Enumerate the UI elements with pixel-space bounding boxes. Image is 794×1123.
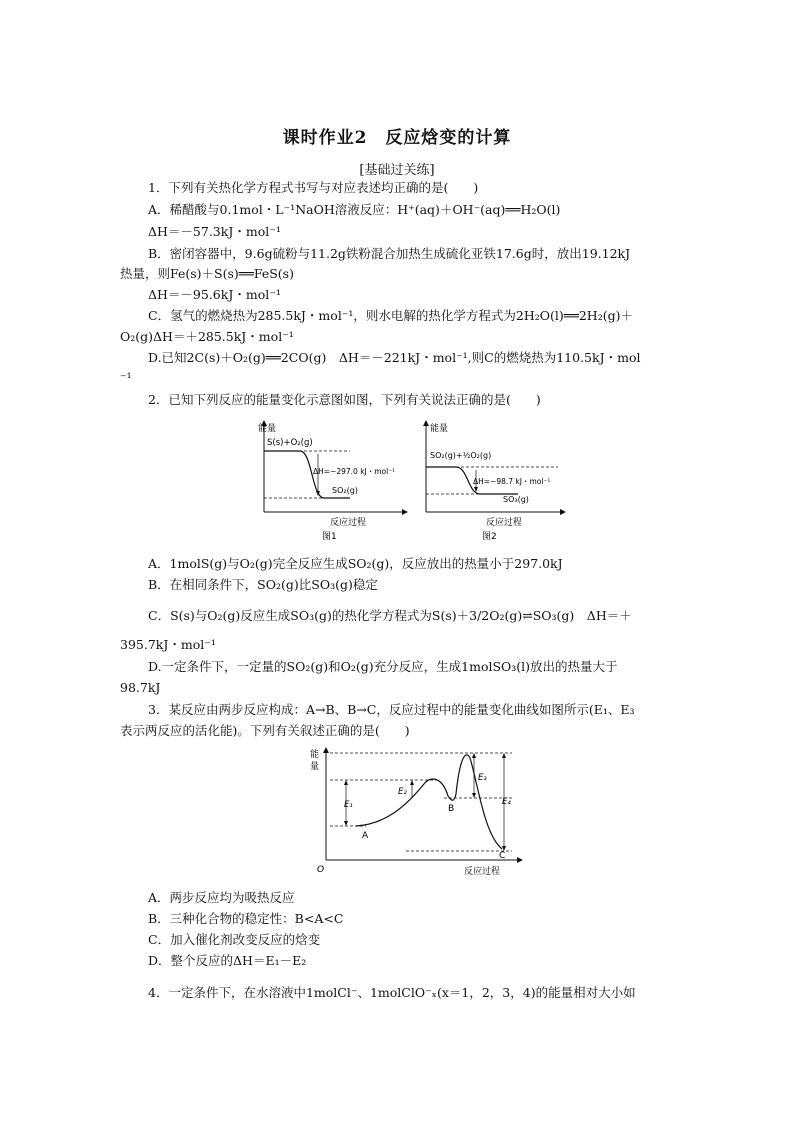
energy-diagram-fig1 bbox=[250, 418, 410, 543]
q3-ylabel-2: 量 bbox=[310, 762, 320, 772]
q1-option-c-cont: O₂(g)ΔH＝＋285.5kJ・mol⁻¹ bbox=[120, 329, 294, 344]
q3-point-b: B bbox=[448, 804, 455, 814]
q3-option-b: B．三种化合物的稳定性：B<A<C bbox=[148, 911, 344, 926]
q1-option-d-cont: ⁻¹ bbox=[120, 370, 132, 385]
q3-option-d: D．整个反应的ΔH＝E₁－E₂ bbox=[148, 953, 307, 968]
q3-e1: E₁ bbox=[344, 800, 353, 810]
q3-origin: O bbox=[317, 865, 325, 875]
q1-stem: 1．下列有关热化学方程式书写与对应表述均正确的是( ) bbox=[148, 180, 479, 195]
q2-option-a: A．1molS(g)与O₂(g)完全反应生成SO₂(g)，反应放出的热量小于297.0kJ bbox=[148, 556, 563, 571]
q1-option-b: B．密闭容器中，9.6g硫粉与11.2g铁粉混合加热生成硫化亚铁17.6g时，放出19.12kJ bbox=[148, 246, 631, 261]
q3-stem-cont: 表示两反应的活化能)。下列有关叙述正确的是( ) bbox=[120, 723, 410, 738]
fig1-ylabel: 能量 bbox=[258, 424, 277, 434]
q4-stem: 4．一定条件下，在水溶液中1molCl⁻、1molClO⁻ₓ(x＝1，2，3，4)的能量相对大小如 bbox=[148, 985, 636, 1000]
q3-e3: E₃ bbox=[478, 773, 487, 783]
fig2-xlabel: 反应过程 bbox=[486, 518, 523, 528]
fig1-dh: ΔH=−297.0 kJ・mol⁻¹ bbox=[313, 467, 396, 476]
energy-diagram-fig2 bbox=[418, 418, 568, 543]
fig1-xlabel: 反应过程 bbox=[330, 518, 367, 528]
energy-diagram-q3 bbox=[306, 744, 526, 878]
q1-option-a-dh: ΔH＝－57.3kJ・mol⁻¹ bbox=[148, 224, 281, 239]
fig2-dh: ΔH=−98.7 kJ・mol⁻¹ bbox=[473, 477, 551, 486]
q3-point-c: C bbox=[499, 851, 506, 861]
q3-ylabel-1: 能 bbox=[310, 750, 320, 760]
q2-option-b: B．在相同条件下，SO₂(g)比SO₃(g)稳定 bbox=[148, 577, 378, 592]
q1-option-c: C．氢气的燃烧热为285.5kJ・mol⁻¹，则水电解的热化学方程式为2H₂O(l)══2H₂(g)＋ bbox=[148, 308, 633, 323]
fig1-top-label: S(s)+O₂(g) bbox=[267, 438, 313, 448]
q3-option-a: A．两步反应均为吸热反应 bbox=[148, 890, 295, 905]
q2-stem: 2．已知下列反应的能量变化示意图如图，下列有关说法正确的是( ) bbox=[148, 392, 541, 407]
q1-option-d: D.已知2C(s)＋O₂(g)══2CO(g) ΔH＝－221kJ・mol⁻¹,则C的燃烧热为110.5kJ・mol bbox=[148, 350, 641, 365]
q1-option-b-cont: 热量，则Fe(s)＋S(s)══FeS(s) bbox=[120, 266, 294, 281]
fig2-top-label: SO₂(g)+½O₂(g) bbox=[430, 451, 492, 460]
section-heading: [基础过关练] bbox=[359, 163, 435, 178]
fig2-bottom-label: SO₃(g) bbox=[503, 495, 529, 504]
q3-option-c: C．加入催化剂改变反应的焓变 bbox=[148, 932, 321, 947]
fig2-ylabel: 能量 bbox=[430, 424, 449, 434]
q2-option-c-cont: 395.7kJ・mol⁻¹ bbox=[120, 637, 216, 652]
fig1-caption: 图1 bbox=[322, 532, 337, 542]
page-title: 课时作业2 反应焓变的计算 bbox=[282, 128, 512, 148]
q2-option-d: D.一定条件下，一定量的SO₂(g)和O₂(g)充分反应，生成1molSO₃(l)放出的热量大于 bbox=[148, 659, 618, 674]
q1-option-a: A．稀醋酸与0.1mol・L⁻¹NaOH溶液反应：H⁺(aq)＋OH⁻(aq)══H₂O(l) bbox=[148, 202, 561, 217]
q2-option-c: C．S(s)与O₂(g)反应生成SO₃(g)的热化学方程式为S(s)＋3/2O₂(g)⇌SO₃(g) ΔH＝＋ bbox=[148, 608, 632, 623]
q3-e2: E₂ bbox=[398, 787, 407, 797]
q3-stem: 3．某反应由两步反应构成：A→B、B→C，反应过程中的能量变化曲线如图所示(E₁、E₃ bbox=[148, 702, 635, 717]
q3-xlabel: 反应过程 bbox=[464, 867, 501, 877]
q3-e4: E₄ bbox=[502, 797, 511, 807]
q2-option-d-cont: 98.7kJ bbox=[120, 680, 161, 695]
fig1-bottom-label: SO₂(g) bbox=[332, 486, 358, 495]
fig2-caption: 图2 bbox=[482, 532, 497, 542]
q3-point-a: A bbox=[362, 831, 369, 841]
q1-option-b-dh: ΔH＝－95.6kJ・mol⁻¹ bbox=[148, 287, 281, 302]
